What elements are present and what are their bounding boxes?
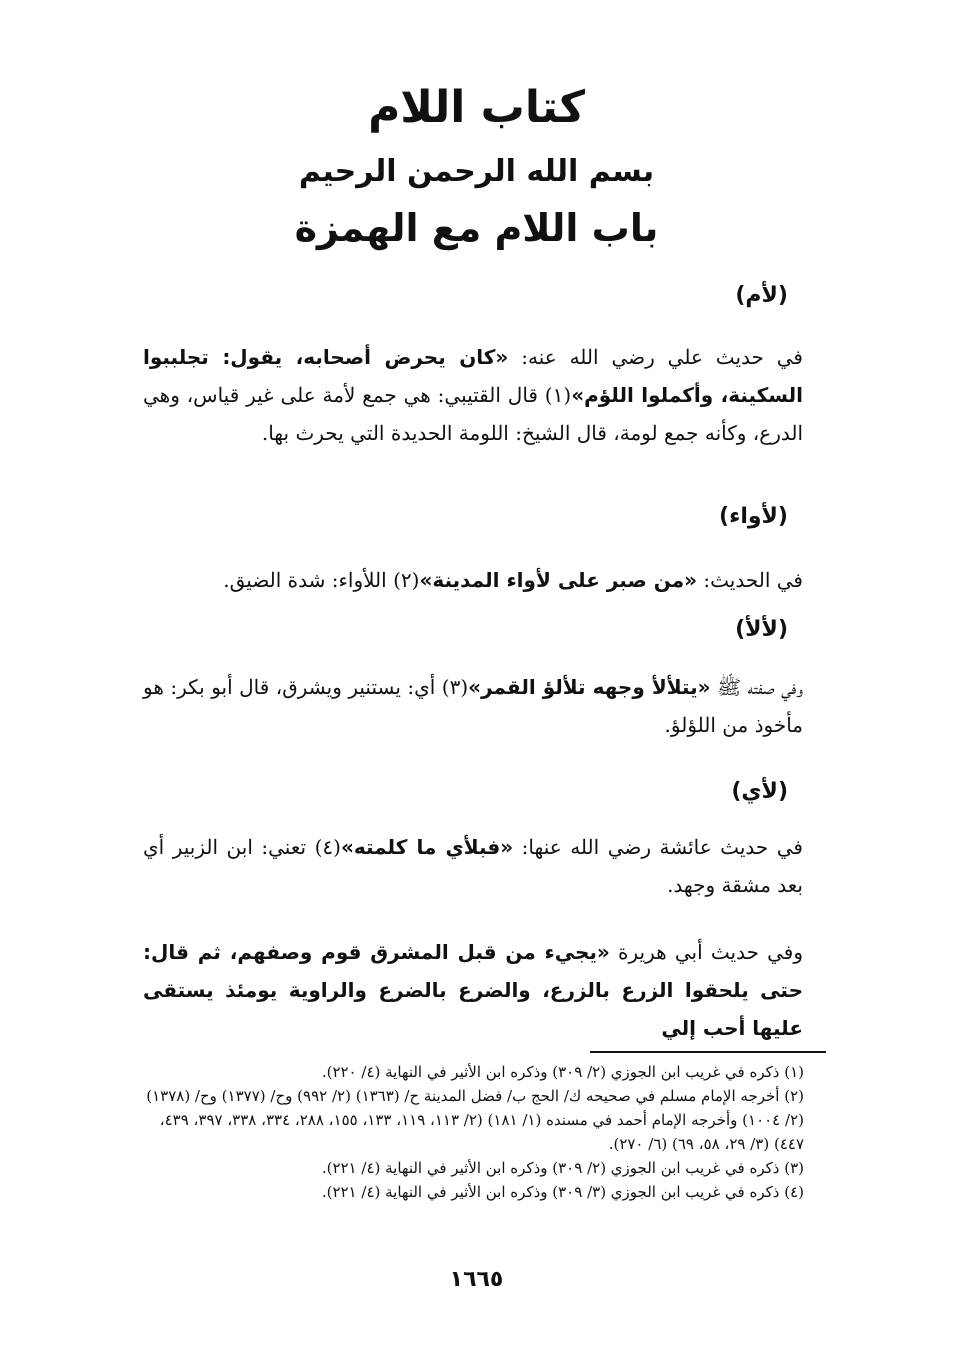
footnote-1: (١) ذكره في غريب ابن الجوزي (٢/ ٣٠٩) وذكره ابن الأثير في النهاية (٤/ ٢٢٠). (321, 1063, 804, 1081)
entry-paragraph-laay (143, 828, 803, 904)
hadith-quote: «يتلألأ وجهه تلألؤ القمر» (468, 675, 711, 699)
footnote-2: (٢) أخرجه الإمام مسلم في صحيحه ك/ الحج ب/ فضل المدينة ح/ (١٣٦٣) (٢/ ٩٩٢) وح/ (١٣٧٧) وح/ (١٣٧٨) (٢/ ١٠٠٤) وأخرجه الإمام أحمد في مسنده (١/ ١٨١) (٢/ ١١٣، ١١٩، ١٣٣، ١٥٥، ٢٨٨، ٣٣٤، ٣٣٨، ٣٩٧، ٤٣٩، ٤٤٧) (٣/ ٢٩، ٥٨، ٦٩) (٦/ ٢٧٠). (146, 1087, 804, 1153)
paragraph-commentary: (٤) تعني: ابن الزبير أي بعد مشقة وجهد. (143, 835, 803, 897)
footnotes (136, 1060, 826, 1204)
paragraph-intro: في الحديث: (697, 568, 803, 592)
footnote-3: (٣) ذكره في غريب ابن الجوزي (٢/ ٣٠٩) وذكره ابن الأثير في النهاية (٤/ ٢٢١). (321, 1159, 804, 1177)
hadith-quote: «فبلأي ما كلمته» (340, 835, 514, 859)
paragraph-commentary: (١) قال القتيبي: هي جمع لأمة على غير قياس، وهي الدرع، وكأنه جمع لومة، قال الشيخ: اللومة الحديدة التي يحرث بها. (143, 383, 803, 445)
paragraph-commentary: (٣) أي: يستنير ويشرق، قال أبو بكر: هو مأخوذ من اللؤلؤ. (143, 675, 803, 737)
entry-paragraph-laawaa (143, 561, 803, 599)
page-number: ١٦٦٥ (449, 1267, 504, 1292)
entry-heading-laawaa: (لأواء) (719, 504, 788, 529)
entry-paragraph-abu-hurayra (143, 933, 803, 1047)
paragraph-intro: في حديث علي رضي الله عنه: (508, 345, 803, 369)
basmala: بسم الله الرحمن الرحيم (298, 154, 655, 189)
footnote-separator (590, 1051, 826, 1053)
hadith-quote: «كان يحرض أصحابه، يقول: تجلببوا السكينة، وأكملوا اللؤم» (143, 345, 804, 407)
footnote-4: (٤) ذكره في غريب ابن الجوزي (٣/ ٣٠٩) وذكره ابن الأثير في النهاية (٤/ ٢٢١). (321, 1183, 804, 1201)
paragraph-intro: وفي حديث أبي هريرة (609, 940, 804, 964)
chapter-title: باب اللام مع الهمزة (294, 206, 659, 250)
paragraph-commentary: (٢) اللأواء: شدة الضيق. (223, 568, 420, 592)
paragraph-intro: في حديث عائشة رضي الله عنها: (513, 835, 803, 859)
entry-paragraph-lalaa (143, 668, 803, 744)
hadith-quote: «يجيء من قبل المشرق قوم وصفهم، ثم قال: حتى يلحقوا الزرع بالزرع، والضرع بالضرع والراوية يومئذ يستقى عليها أحب إلي (143, 940, 803, 1040)
entry-heading-laay: (لأي) (731, 779, 788, 804)
entry-heading-laam: (لأم) (735, 283, 788, 308)
paragraph-intro: وفي صفته ﷺ (710, 675, 804, 699)
entry-paragraph-laam (143, 338, 803, 452)
hadith-quote: «من صبر على لأواء المدينة» (419, 568, 698, 592)
entry-heading-lalaa: (لألأ) (735, 617, 788, 642)
book-title: كتاب اللام (368, 82, 585, 133)
